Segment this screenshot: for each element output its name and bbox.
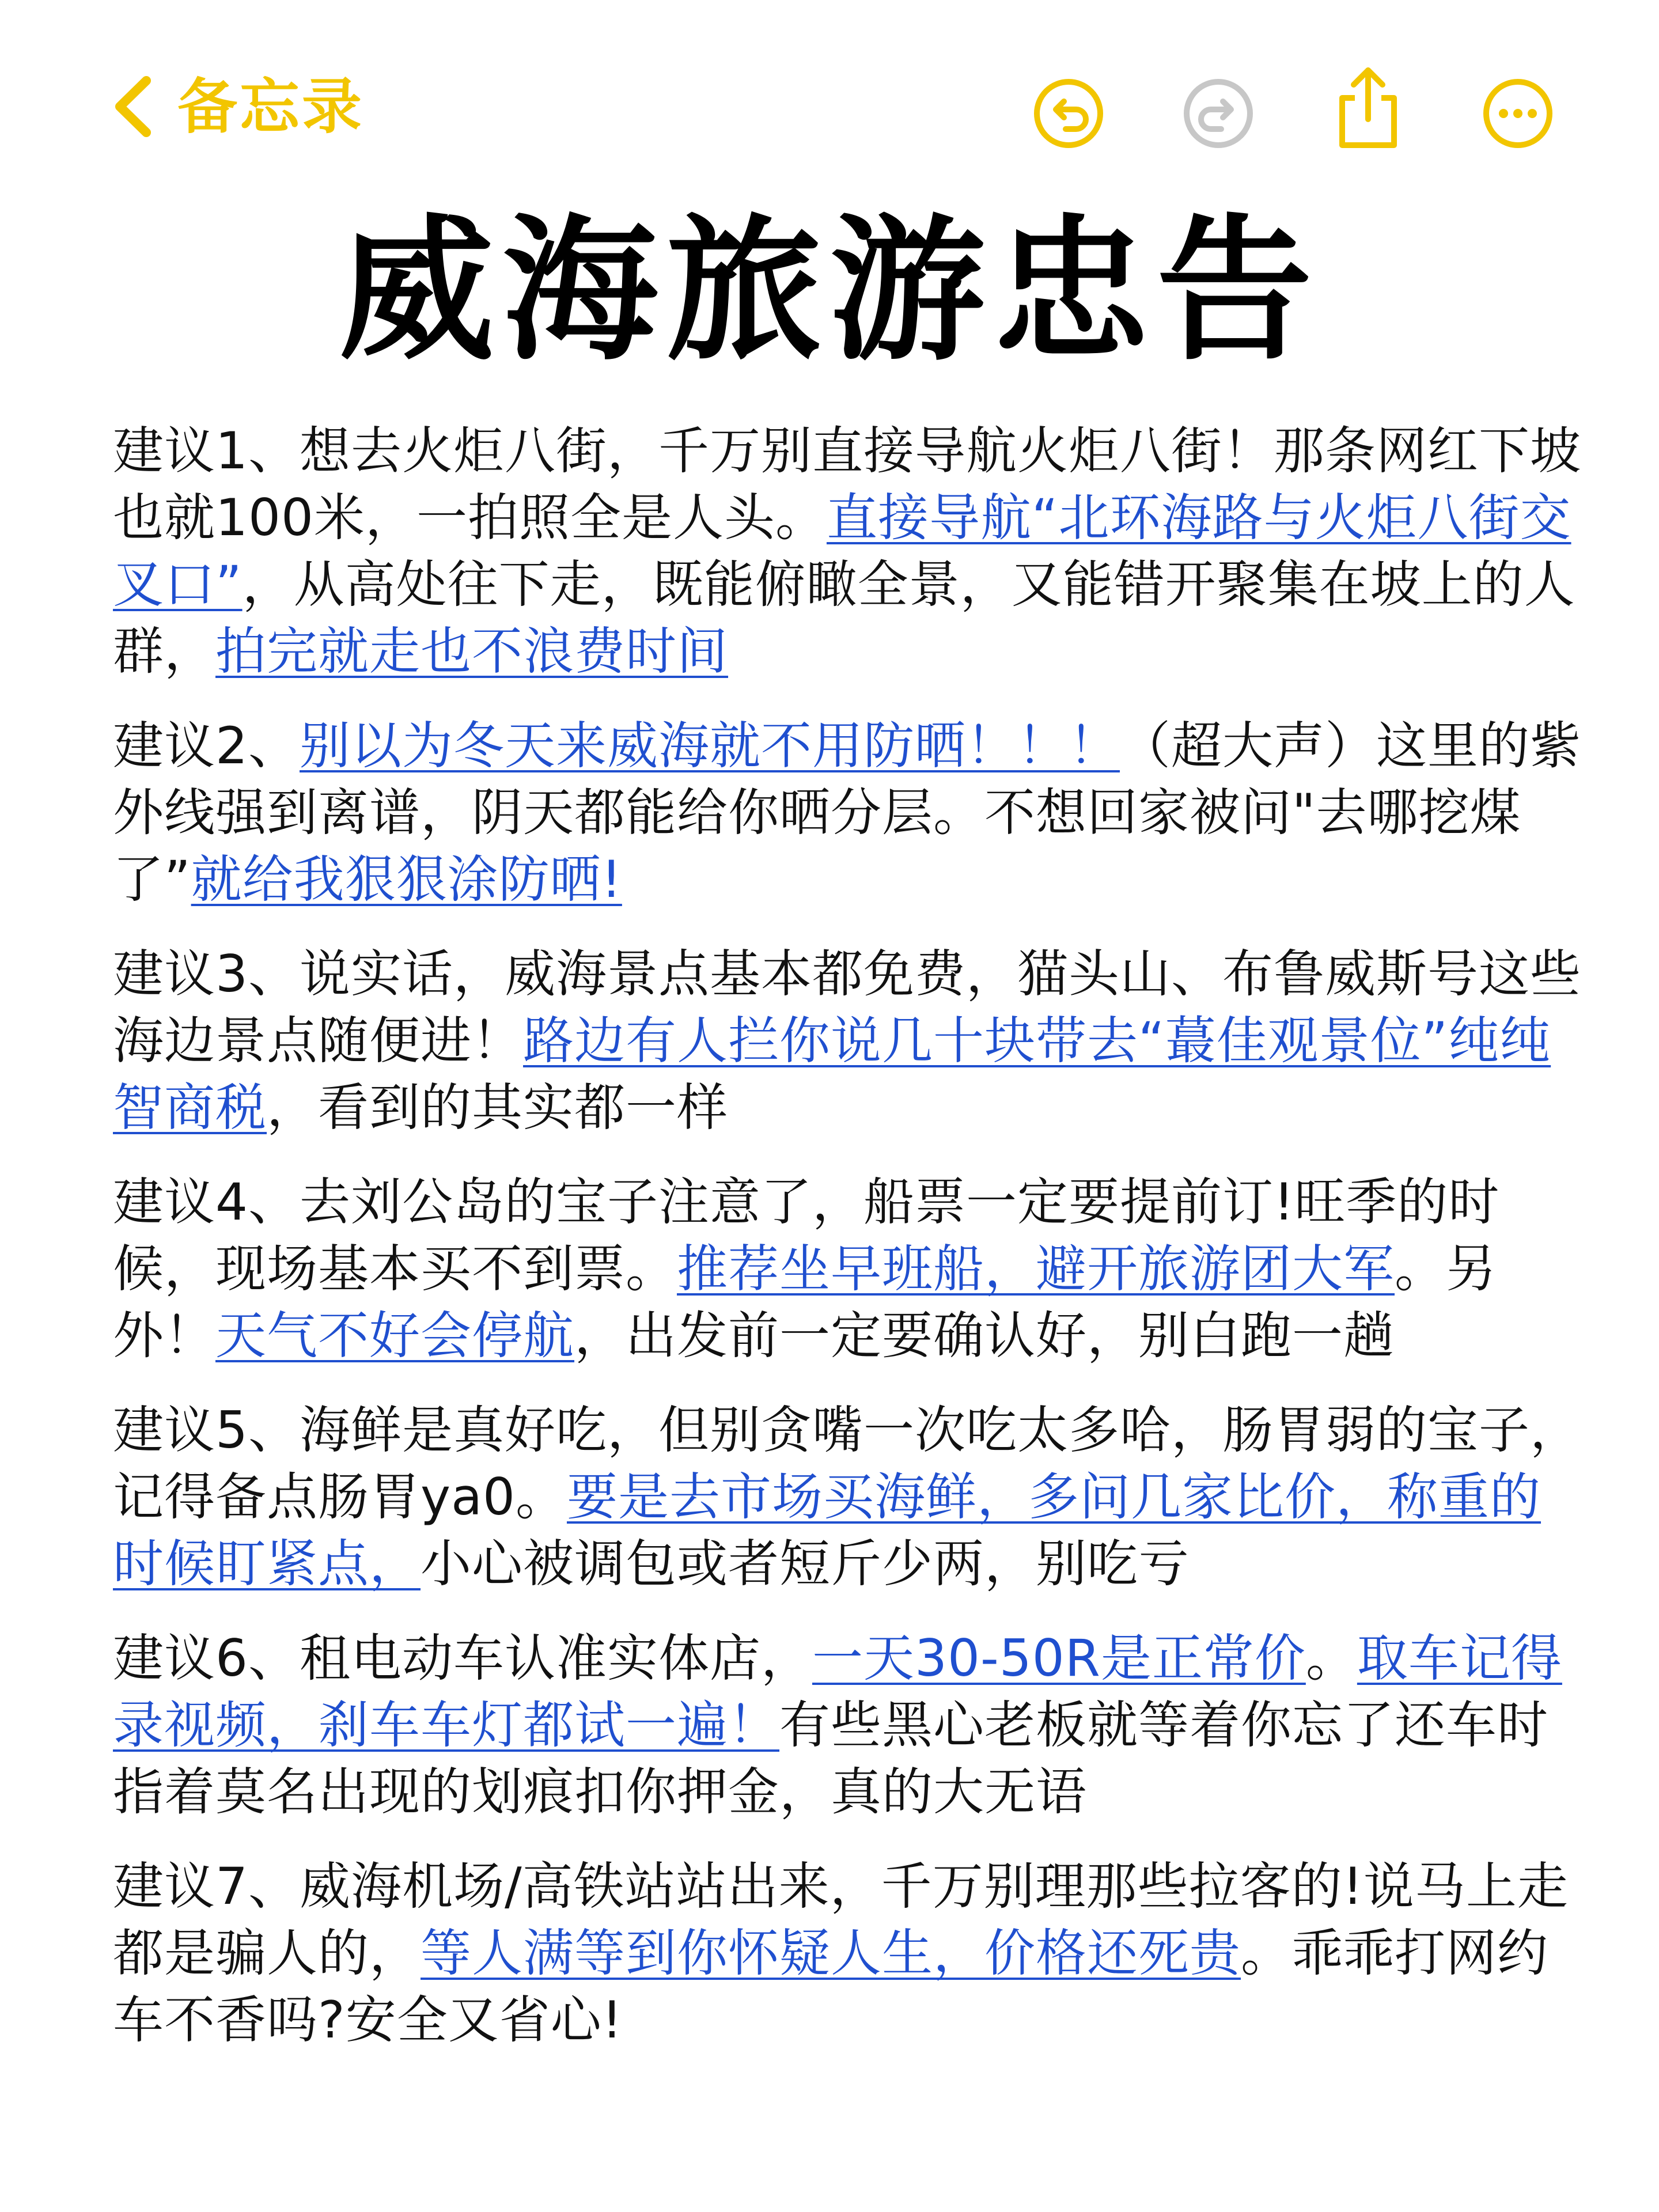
highlighted-text: 天气不好会停航 [215,1306,575,1365]
tip-paragraph [113,1169,1588,1369]
body-text: （超大声）这里的紫外线强到离谱，阴天都能给你晒分层。不想回家被问"去哪挖煤了” [113,716,1582,909]
body-text: 建议3、说实话，威海景点基本都免费，猫头山、布鲁威斯号这些海边景点随便进！ [113,944,1581,1070]
highlighted-text: 取车记得录视频，刹车车灯都试一遍！ [113,1628,1562,1755]
body-text: ，从高处往下走，既能俯瞰全景，又能错开聚集在坡上的人群， [113,555,1575,681]
more-icon [1480,76,1555,151]
tip-paragraph [113,1853,1588,2054]
highlighted-text: 就给我狠狠涂防晒! [191,850,622,909]
body-text: 建议7、威海机场/高铁站站出来，千万别理那些拉客的!说马上走都是骗人的， [113,1857,1569,1983]
highlighted-text: 一天30-50R是正常价 [812,1628,1306,1688]
body-text: 建议5、海鲜是真好吃，但别贪嘴一次吃太多哈，肠胃弱的宝子，记得备点肠胃ya0。 [113,1400,1581,1527]
body-text: 。 [1305,1628,1357,1688]
tip-paragraph [113,941,1588,1141]
redo-button[interactable] [1181,76,1256,151]
highlighted-text: 路边有人拦你说几十块带去“蕞佳观景位”纯纯智商税 [113,1011,1551,1137]
body-text: 建议6、租电动车认准实体店， [113,1628,812,1688]
body-text: ，出发前一定要确认好，别白跑一趟 [574,1306,1395,1365]
highlighted-text: 别以为冬天来威海就不用防晒！！！ [300,716,1120,775]
highlighted-text: 推荐坐早班船，避开旅游团大军 [677,1239,1395,1298]
body-text: 有些黑心老板就等着你忘了还车时指着莫名出现的划痕扣你押金，真的大无语 [113,1695,1549,1821]
redo-icon [1181,76,1256,151]
highlighted-text: 直接导航“北环海路与火炬八街交叉口” [113,488,1571,614]
body-text: 建议1、想去火炬八街，千万别直接导航火炬八街！那条网红下坡也就100米，一拍照全是人头。 [113,421,1581,547]
share-icon [1331,65,1406,151]
body-text: 。乖乖打网约车不香吗?安全又省心! [113,1923,1549,2050]
share-button[interactable] [1331,65,1406,151]
back-button[interactable] [109,69,364,144]
undo-icon [1031,76,1106,151]
chevron-left-icon [109,75,156,138]
tip-paragraph [113,713,1588,913]
undo-button[interactable] [1031,76,1106,151]
body-text: 建议2、 [113,716,300,775]
note-body[interactable] [113,418,1588,2081]
body-text: 。另外！ [113,1239,1498,1365]
navigation-bar [0,0,1659,190]
tip-paragraph [113,418,1588,685]
body-text: ，看到的其实都一样 [267,1078,729,1137]
page-title: 威海旅游忠告 [339,200,1320,381]
more-button[interactable] [1480,76,1555,151]
body-text: 小心被调包或者短斤少两，别吃亏 [421,1534,1190,1593]
body-text: 建议4、去刘公岛的宝子注意了，船票一定要提前订!旺季的时候，现场基本买不到票。 [113,1172,1500,1298]
highlighted-text: 等人满等到你怀疑人生，价格还死贵 [421,1923,1241,1983]
tip-paragraph [113,1397,1588,1597]
highlighted-text: 要是去市场买海鲜，多问几家比价，称重的时候盯紧点， [113,1467,1541,1593]
back-label: 备忘录 [177,71,365,142]
highlighted-text: 拍完就走也不浪费时间 [215,622,729,681]
tip-paragraph [113,1625,1588,1825]
